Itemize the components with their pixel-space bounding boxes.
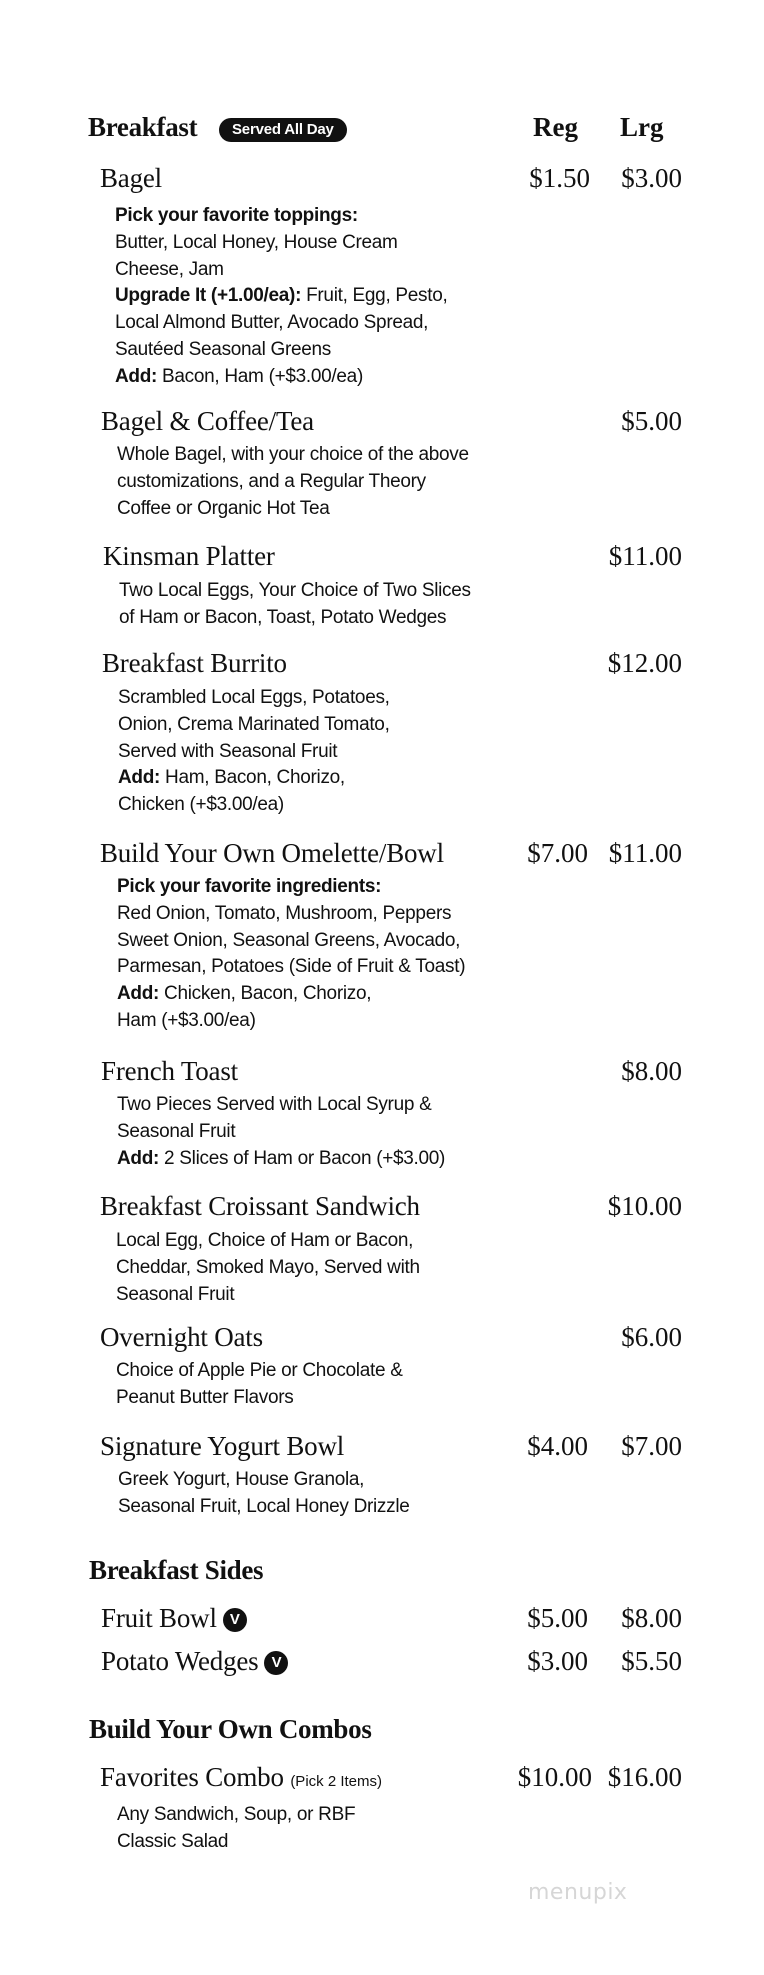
- item-name-note: (Pick 2 Items): [290, 1773, 382, 1790]
- item-name: Potato Wedges: [101, 1646, 259, 1676]
- desc-heading: Add:: [115, 365, 158, 387]
- desc-line: Onion, Crema Marinated Tomato,: [118, 713, 390, 735]
- menupix-watermark: menupix: [528, 1880, 628, 1905]
- desc-line: Chicken (+$3.00/ea): [118, 794, 284, 816]
- item-price: $10.00: [607, 1191, 682, 1221]
- item-description: [117, 442, 469, 522]
- desc-line: Ham (+$3.00/ea): [117, 1009, 256, 1031]
- desc-line: Two Local Eggs, Your Choice of Two Slices: [119, 580, 471, 601]
- desc-heading: Pick your favorite ingredients:: [117, 876, 382, 897]
- desc-line: Local Almond Butter, Avocado Spread,: [115, 312, 429, 334]
- desc-line: Chicken, Bacon, Chorizo,: [159, 983, 372, 1005]
- desc-line: Fruit, Egg, Pesto,: [301, 285, 448, 307]
- desc-line: Served with Seasonal Fruit: [118, 740, 338, 762]
- item-description: [118, 1467, 410, 1521]
- desc-heading: Add:: [117, 1147, 160, 1169]
- item-name: Fruit Bowl: [101, 1603, 217, 1633]
- desc-line: customizations, and a Regular Theory: [117, 470, 426, 492]
- item-price-regular: $1.50: [529, 163, 590, 193]
- served-all-day-badge: [219, 118, 347, 142]
- item-description: [117, 1092, 445, 1172]
- item-name: Overnight Oats: [100, 1322, 263, 1352]
- desc-line: Ham, Bacon, Chorizo,: [160, 767, 345, 789]
- item-price-large: $11.00: [608, 838, 682, 868]
- item-name: Kinsman Platter: [103, 541, 275, 571]
- breakfast-section-title: Breakfast: [88, 112, 198, 142]
- desc-line: Local Egg, Choice of Ham or Bacon,: [116, 1230, 414, 1251]
- desc-line: Peanut Butter Flavors: [116, 1386, 294, 1408]
- desc-heading: Pick your favorite toppings:: [115, 205, 358, 226]
- item-price-regular: $4.00: [527, 1431, 588, 1461]
- regular-size-column-header: Reg: [533, 112, 578, 142]
- desc-line: Sweet Onion, Seasonal Greens, Avocado,: [117, 929, 461, 951]
- item-price: $5.00: [621, 406, 682, 436]
- item-name: Build Your Own Omelette/Bowl: [100, 838, 444, 868]
- desc-line: Whole Bagel, with your choice of the above: [117, 444, 469, 465]
- item-name-row: [101, 1603, 247, 1634]
- item-name-row: [100, 1762, 382, 1793]
- item-description: [117, 1802, 355, 1856]
- item-description: [116, 1358, 403, 1412]
- item-price-large: $8.00: [621, 1603, 682, 1633]
- vegetarian-badge-icon: V: [223, 1608, 247, 1632]
- desc-line: Seasonal Fruit, Local Honey Drizzle: [118, 1495, 410, 1517]
- desc-line: Seasonal Fruit: [116, 1283, 235, 1305]
- item-price: $11.00: [608, 541, 682, 571]
- item-description: [119, 578, 471, 632]
- desc-line: Scrambled Local Eggs, Potatoes,: [118, 687, 390, 708]
- item-price-large: $16.00: [607, 1762, 682, 1792]
- desc-line: Sautéed Seasonal Greens: [115, 338, 331, 360]
- item-name: Signature Yogurt Bowl: [100, 1431, 345, 1461]
- item-description: [117, 874, 465, 1035]
- desc-line: Bacon, Ham (+$3.00/ea): [157, 365, 363, 387]
- item-name: Breakfast Croissant Sandwich: [100, 1191, 420, 1221]
- item-name-row: [101, 1646, 288, 1677]
- large-size-column-header: Lrg: [620, 112, 664, 142]
- desc-heading: Add:: [117, 983, 160, 1005]
- item-price-large: $7.00: [621, 1431, 682, 1461]
- item-price-large: $3.00: [621, 163, 682, 193]
- vegetarian-badge-icon: V: [264, 1651, 288, 1675]
- breakfast-sides-section-title: Breakfast Sides: [89, 1555, 264, 1585]
- item-description: [116, 1228, 420, 1308]
- item-description: [115, 203, 447, 391]
- desc-line: Coffee or Organic Hot Tea: [117, 497, 330, 519]
- desc-line: Seasonal Fruit: [117, 1120, 236, 1142]
- desc-line: Choice of Apple Pie or Chocolate &: [116, 1360, 403, 1381]
- item-price: $6.00: [621, 1322, 682, 1352]
- item-name: Bagel & Coffee/Tea: [101, 406, 314, 436]
- combos-section-title: Build Your Own Combos: [89, 1714, 372, 1744]
- desc-heading: Add:: [118, 767, 161, 789]
- desc-line: of Ham or Bacon, Toast, Potato Wedges: [119, 606, 447, 628]
- item-price-regular: $7.00: [527, 838, 588, 868]
- desc-line: Greek Yogurt, House Granola,: [118, 1469, 365, 1490]
- item-name: Breakfast Burrito: [102, 648, 287, 678]
- desc-line: Parmesan, Potatoes (Side of Fruit & Toast): [117, 956, 466, 978]
- desc-heading: Upgrade It (+1.00/ea):: [115, 285, 302, 307]
- item-price: $12.00: [607, 648, 682, 678]
- desc-line: Two Pieces Served with Local Syrup &: [117, 1094, 432, 1115]
- desc-line: 2 Slices of Ham or Bacon (+$3.00): [159, 1147, 446, 1169]
- item-price-regular: $3.00: [527, 1646, 588, 1676]
- desc-line: Butter, Local Honey, House Cream: [115, 231, 398, 253]
- item-name: Bagel: [100, 163, 162, 193]
- desc-line: Cheddar, Smoked Mayo, Served with: [116, 1256, 420, 1278]
- served-all-day-label: Served All Day: [219, 118, 347, 142]
- desc-line: Classic Salad: [117, 1830, 229, 1852]
- item-price-regular: $10.00: [517, 1762, 592, 1792]
- item-name: French Toast: [101, 1056, 238, 1086]
- desc-line: Cheese, Jam: [115, 258, 224, 280]
- item-price: $8.00: [621, 1056, 682, 1086]
- item-price-large: $5.50: [621, 1646, 682, 1676]
- desc-line: Any Sandwich, Soup, or RBF: [117, 1804, 356, 1825]
- desc-line: Red Onion, Tomato, Mushroom, Peppers: [117, 902, 452, 924]
- item-price-regular: $5.00: [527, 1603, 588, 1633]
- item-description: [118, 685, 390, 819]
- item-name: Favorites Combo: [100, 1762, 284, 1792]
